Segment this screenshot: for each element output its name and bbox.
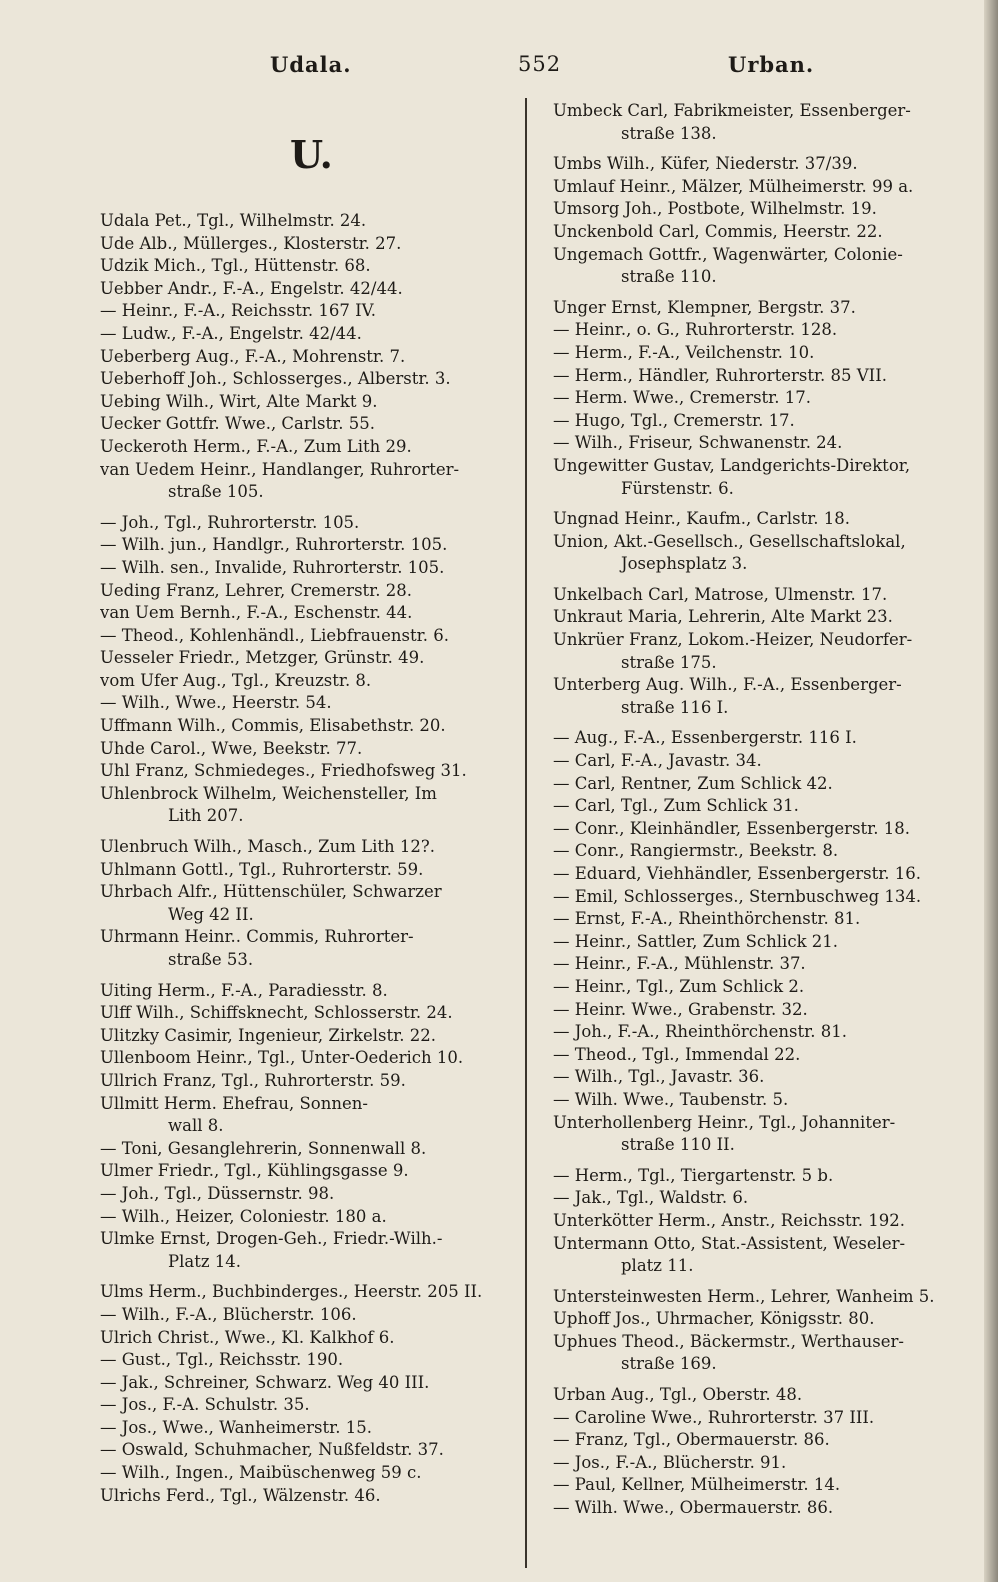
directory-entry: — Caroline Wwe., Ruhrorterstr. 37 III. <box>553 1407 875 1427</box>
directory-entry: Ueberhoff Joh., Schlosserges., Alberstr. 3. <box>100 369 451 389</box>
directory-entry: — Franz, Tgl., Obermauerstr. 86. <box>553 1430 830 1450</box>
directory-entry: Unkraut Maria, Lehrerin, Alte Markt 23. <box>553 607 893 627</box>
directory-entry: — Herm., F.-A., Veilchenstr. 10. <box>553 342 815 362</box>
directory-entry: Umlauf Heinr., Mälzer, Mülheimerstr. 99 a. <box>553 176 914 196</box>
directory-entry: Uesseler Friedr., Metzger, Grünstr. 49. <box>100 648 425 668</box>
directory-entry: — Jak., Tgl., Waldstr. 6. <box>553 1188 749 1208</box>
directory-entry: Ullenboom Heinr., Tgl., Unter-Oederich 10. <box>100 1048 464 1068</box>
entry-spacer <box>553 1376 985 1384</box>
directory-entry: van Uedem Heinr., Handlanger, Ruhrorter- <box>100 459 460 479</box>
directory-entry: — Ernst, F.-A., Rheinthörchenstr. 81. <box>553 909 861 929</box>
directory-entry: Ullmitt Herm. Ehefrau, Sonnen- <box>100 1093 368 1113</box>
directory-entry: — Hugo, Tgl., Cremerstr. 17. <box>553 410 795 430</box>
directory-entry: Union, Akt.-Gesellsch., Gesellschaftslokal, <box>553 531 906 551</box>
directory-entry: Urban Aug., Tgl., Oberstr. 48. <box>553 1385 803 1405</box>
directory-entry: — Gust., Tgl., Reichsstr. 190. <box>100 1350 344 1370</box>
directory-entry: Uhl Franz, Schmiedeges., Friedhofsweg 31. <box>100 761 467 781</box>
directory-entry: — Wilh., Heizer, Coloniestr. 180 a. <box>100 1206 387 1226</box>
directory-entry: — Heinr., Sattler, Zum Schlick 21. <box>553 931 839 951</box>
directory-entry: Umbs Wilh., Küfer, Niederstr. 37/39. <box>553 154 858 174</box>
entry-spacer <box>553 145 985 153</box>
entry-spacer <box>553 576 985 584</box>
directory-entry: — Eduard, Viehhändler, Essenbergerstr. 16. <box>553 864 922 883</box>
directory-entry: Udala Pet., Tgl., Wilhelmstr. 24. <box>100 211 367 230</box>
directory-entry: — Heinr., F.-A., Reichsstr. 167 IV. <box>100 301 376 321</box>
directory-entry: Uhlenbrock Wilhelm, Weichensteller, Im <box>100 783 437 803</box>
directory-entry: Uiting Herm., F.-A., Paradiesstr. 8. <box>100 980 388 1000</box>
directory-entry: Uecker Gottfr. Wwe., Carlstr. 55. <box>100 414 375 434</box>
directory-entry: Ulff Wilh., Schiffsknecht, Schlosserstr. 24. <box>100 1003 453 1023</box>
directory-entry-continuation: straße 138. <box>621 123 717 143</box>
directory-entry-continuation: Josephsplatz 3. <box>621 554 748 574</box>
directory-entry: — Emil, Schlosserges., Sternbuschweg 134. <box>553 886 922 906</box>
directory-entry-continuation: straße 116 I. <box>621 697 729 717</box>
directory-entry: Ullrich Franz, Tgl., Ruhrorterstr. 59. <box>100 1070 406 1090</box>
directory-entry: — Herm. Wwe., Cremerstr. 17. <box>553 388 811 408</box>
directory-entry: — Wilh. sen., Invalide, Ruhrorterstr. 105. <box>100 557 445 577</box>
directory-entry: — Herm., Tgl., Tiergartenstr. 5 b. <box>553 1165 834 1185</box>
page-number: 552 <box>518 52 562 76</box>
directory-entry: Uhrmann Heinr.. Commis, Ruhrorter- <box>100 927 414 947</box>
directory-entry: — Joh., F.-A., Rheinthörchenstr. 81. <box>553 1022 847 1042</box>
directory-entry: Uhlmann Gottl., Tgl., Ruhrorterstr. 59. <box>100 859 424 879</box>
directory-entry-continuation: Lith 207. <box>168 806 244 826</box>
entry-spacer <box>553 1157 985 1165</box>
directory-entry: — Jos., F.-A. Schulstr. 35. <box>100 1395 310 1415</box>
right-column <box>553 100 985 1520</box>
directory-entry-continuation: straße 105. <box>168 482 264 502</box>
entry-spacer <box>100 828 532 836</box>
directory-entry: Ulmer Friedr., Tgl., Kühlingsgasse 9. <box>100 1161 409 1181</box>
directory-entry: Unterhollenberg Heinr., Tgl., Johanniter- <box>553 1112 896 1132</box>
directory-entry: — Herm., Händler, Ruhrorterstr. 85 VII. <box>553 365 887 385</box>
directory-entry: — Jos., Wwe., Wanheimerstr. 15. <box>100 1417 372 1437</box>
directory-entry: Ude Alb., Müllerges., Klosterstr. 27. <box>100 233 402 253</box>
directory-entry: Ulrichs Ferd., Tgl., Wälzenstr. 46. <box>100 1485 381 1505</box>
entry-spacer <box>553 289 985 297</box>
directory-entry: — Ludw., F.-A., Engelstr. 42/44. <box>100 323 362 343</box>
directory-entry: — Carl, Rentner, Zum Schlick 42. <box>553 773 833 793</box>
directory-entry: — Heinr., F.-A., Mühlenstr. 37. <box>553 954 806 974</box>
directory-entry: Ulrich Christ., Wwe., Kl. Kalkhof 6. <box>100 1327 395 1347</box>
directory-entry: — Toni, Gesanglehrerin, Sonnenwall 8. <box>100 1138 427 1158</box>
directory-entry-continuation: Weg 42 II. <box>168 904 254 924</box>
directory-entry: — Wilh. Wwe., Obermauerstr. 86. <box>553 1498 834 1518</box>
directory-entry: Udzik Mich., Tgl., Hüttenstr. 68. <box>100 256 371 276</box>
directory-entry: — Aug., F.-A., Essenbergerstr. 116 I. <box>553 728 857 748</box>
page-edge-shadow <box>984 0 998 1582</box>
left-column <box>100 210 532 1507</box>
directory-entry: — Wilh. Wwe., Taubenstr. 5. <box>553 1089 789 1109</box>
directory-entry: Umbeck Carl, Fabrikmeister, Essenberger- <box>553 101 911 120</box>
entry-spacer <box>100 1273 532 1281</box>
entry-spacer <box>100 504 532 512</box>
directory-entry: — Heinr., o. G., Ruhrorterstr. 128. <box>553 320 838 340</box>
directory-entry: Uphues Theod., Bäckermstr., Werthauser- <box>553 1331 904 1351</box>
directory-entry: — Heinr. Wwe., Grabenstr. 32. <box>553 999 808 1019</box>
directory-entry: Umsorg Joh., Postbote, Wilhelmstr. 19. <box>553 199 877 219</box>
directory-entry: Ungemach Gottfr., Wagenwärter, Colonie- <box>553 244 903 264</box>
directory-entry: Untermann Otto, Stat.-Assistent, Weseler- <box>553 1233 906 1253</box>
directory-entry: Ungnad Heinr., Kaufm., Carlstr. 18. <box>553 509 851 529</box>
directory-entry: — Wilh., Tgl., Javastr. 36. <box>553 1067 765 1087</box>
directory-entry: Uffmann Wilh., Commis, Elisabethstr. 20. <box>100 716 446 736</box>
section-letter: U. <box>290 132 333 177</box>
directory-entry: — Paul, Kellner, Mülheimerstr. 14. <box>553 1475 841 1495</box>
directory-entry-continuation: straße 53. <box>168 950 254 969</box>
directory-entry: — Joh., Tgl., Ruhrorterstr. 105. <box>100 512 360 532</box>
directory-entry: — Carl, Tgl., Zum Schlick 31. <box>553 796 799 816</box>
directory-entry-continuation: Platz 14. <box>168 1251 242 1271</box>
directory-entry: Ulms Herm., Buchbinderges., Heerstr. 205 II. <box>100 1282 483 1302</box>
directory-entry: — Conr., Rangiermstr., Beekstr. 8. <box>553 841 839 861</box>
directory-entry: — Theod., Tgl., Immendal 22. <box>553 1044 801 1064</box>
directory-entry-continuation: straße 169. <box>621 1354 717 1374</box>
directory-entry: — Joh., Tgl., Düssernstr. 98. <box>100 1183 335 1203</box>
directory-entry: Ulenbruch Wilh., Masch., Zum Lith 12?. <box>100 837 435 857</box>
directory-entry: Ueberberg Aug., F.-A., Mohrenstr. 7. <box>100 346 406 366</box>
directory-entry: — Wilh., Ingen., Maibüschenweg 59 c. <box>100 1463 422 1483</box>
entry-spacer <box>100 972 532 980</box>
directory-entry-continuation: Fürstenstr. 6. <box>621 478 734 498</box>
directory-entry: — Wilh., Wwe., Heerstr. 54. <box>100 693 332 713</box>
directory-entry: Unger Ernst, Klempner, Bergstr. 37. <box>553 297 856 317</box>
directory-entry: Unkrüer Franz, Lokom.-Heizer, Neudorfer- <box>553 630 913 650</box>
directory-entry: Uebing Wilh., Wirt, Alte Markt 9. <box>100 391 378 411</box>
directory-entry: — Conr., Kleinhändler, Essenbergerstr. 18. <box>553 818 910 838</box>
directory-entry-continuation: platz 11. <box>621 1256 694 1276</box>
entry-spacer <box>553 500 985 508</box>
directory-entry: — Heinr., Tgl., Zum Schlick 2. <box>553 976 805 996</box>
directory-entry: — Wilh., Friseur, Schwanenstr. 24. <box>553 433 843 453</box>
directory-entry: Unterkötter Herm., Anstr., Reichsstr. 192. <box>553 1210 905 1230</box>
directory-entry: Ungewitter Gustav, Landgerichts-Direktor, <box>553 455 911 475</box>
directory-entry-continuation: straße 175. <box>621 652 717 672</box>
running-head-right: Urban. <box>728 52 815 77</box>
entry-spacer <box>553 719 985 727</box>
directory-entry-continuation: straße 110. <box>621 267 717 287</box>
directory-entry: vom Ufer Aug., Tgl., Kreuzstr. 8. <box>100 670 372 690</box>
directory-entry: Uhde Carol., Wwe, Beekstr. 77. <box>100 738 363 758</box>
directory-entry: Uebber Andr., F.-A., Engelstr. 42/44. <box>100 278 403 298</box>
directory-entry: Unckenbold Carl, Commis, Heerstr. 22. <box>553 221 883 241</box>
entry-spacer <box>553 1278 985 1286</box>
directory-entry: — Carl, F.-A., Javastr. 34. <box>553 751 762 771</box>
running-head-left: Udala. <box>270 52 352 77</box>
directory-entry: Untersteinwesten Herm., Lehrer, Wanheim 5. <box>553 1286 935 1306</box>
directory-entry: Ulmke Ernst, Drogen-Geh., Friedr.-Wilh.- <box>100 1229 443 1249</box>
directory-entry: Ueding Franz, Lehrer, Cremerstr. 28. <box>100 580 412 600</box>
directory-entry: Unkelbach Carl, Matrose, Ulmenstr. 17. <box>553 584 888 604</box>
directory-entry: — Wilh. jun., Handlgr., Ruhrorterstr. 105. <box>100 535 448 555</box>
directory-entry: — Oswald, Schuhmacher, Nußfeldstr. 37. <box>100 1440 444 1460</box>
directory-entry: — Jos., F.-A., Blücherstr. 91. <box>553 1452 787 1472</box>
directory-entry-continuation: wall 8. <box>168 1116 224 1136</box>
directory-entry: Uhrbach Alfr., Hüttenschüler, Schwarzer <box>100 882 442 902</box>
directory-entry-continuation: straße 110 II. <box>621 1135 735 1155</box>
directory-entry: — Theod., Kohlenhändl., Liebfrauenstr. 6. <box>100 625 449 645</box>
directory-entry: Uphoff Jos., Uhrmacher, Königsstr. 80. <box>553 1309 875 1329</box>
directory-entry: Ulitzky Casimir, Ingenieur, Zirkelstr. 22. <box>100 1025 436 1045</box>
directory-entry: — Jak., Schreiner, Schwarz. Weg 40 III. <box>100 1372 430 1392</box>
directory-entry: Unterberg Aug. Wilh., F.-A., Essenberger- <box>553 675 902 695</box>
directory-entry: van Uem Bernh., F.-A., Eschenstr. 44. <box>100 603 413 623</box>
directory-entry: Ueckeroth Herm., F.-A., Zum Lith 29. <box>100 436 412 456</box>
directory-entry: — Wilh., F.-A., Blücherstr. 106. <box>100 1304 357 1324</box>
